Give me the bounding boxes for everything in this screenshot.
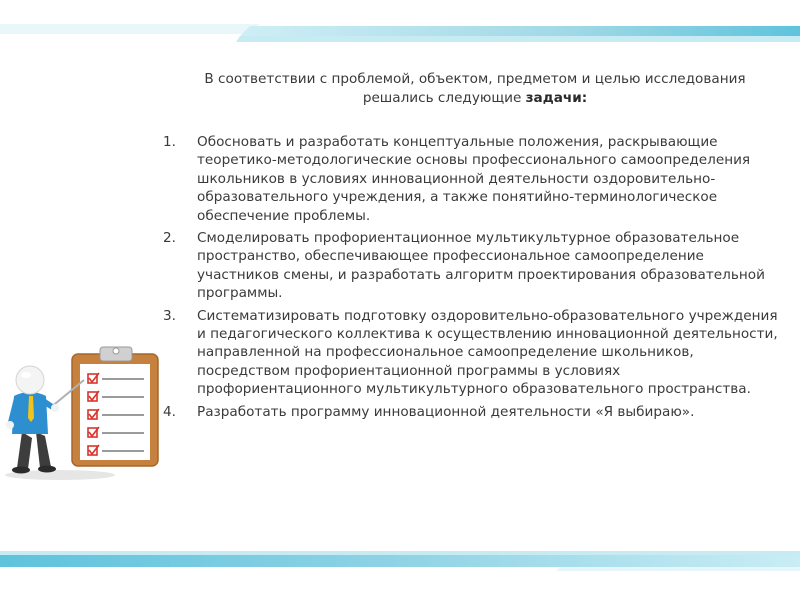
task-item (163, 133, 783, 225)
heading-line-1: В соответствии с проблемой, объектом, предметом и целью исследования (204, 71, 746, 87)
task-item (163, 403, 783, 421)
task-item (163, 307, 783, 399)
heading-keyword: задачи: (525, 90, 588, 106)
task-list (163, 133, 783, 425)
task-number: 2. (163, 230, 176, 247)
presenter-with-checklist-icon (0, 340, 165, 500)
bottom-accent-bar (0, 551, 800, 571)
heading-line-2-prefix: решались следующие (362, 90, 526, 106)
task-item (163, 229, 783, 303)
heading-line-2 (160, 89, 790, 108)
task-number: 4. (163, 403, 176, 420)
task-number: 3. (163, 307, 176, 324)
slide-heading (160, 70, 790, 108)
top-accent-bar (0, 24, 800, 46)
task-text: Обосновать и разработать концептуальные положения, раскрывающие теоретико-методологические основы профессионального самоопределения школьников в условиях инновационной деятельности оздоровительно-образовательного учреждения, а также понятийно-терминологическое обеспечение проблемы. (197, 134, 751, 224)
task-text: Разработать программу инновационной деятельности «Я выбираю». (197, 403, 695, 420)
task-number: 1. (163, 134, 176, 150)
task-text: Смоделировать профориентационное мультикультурное образовательное пространство, обеспечивающее профессиональное самоопределение участников смены, и разработать алгоритм проектирования образовательной программы. (197, 230, 765, 302)
task-text: Систематизировать подготовку оздоровительно-образовательного учреждения и педагогического коллектива к осуществлению инновационной деятельности, направленной на профессиональное самоопределение школьников, посредством профориентационной программы в условиях профориентационного мультикультурного образовательного пространства. (197, 307, 778, 398)
